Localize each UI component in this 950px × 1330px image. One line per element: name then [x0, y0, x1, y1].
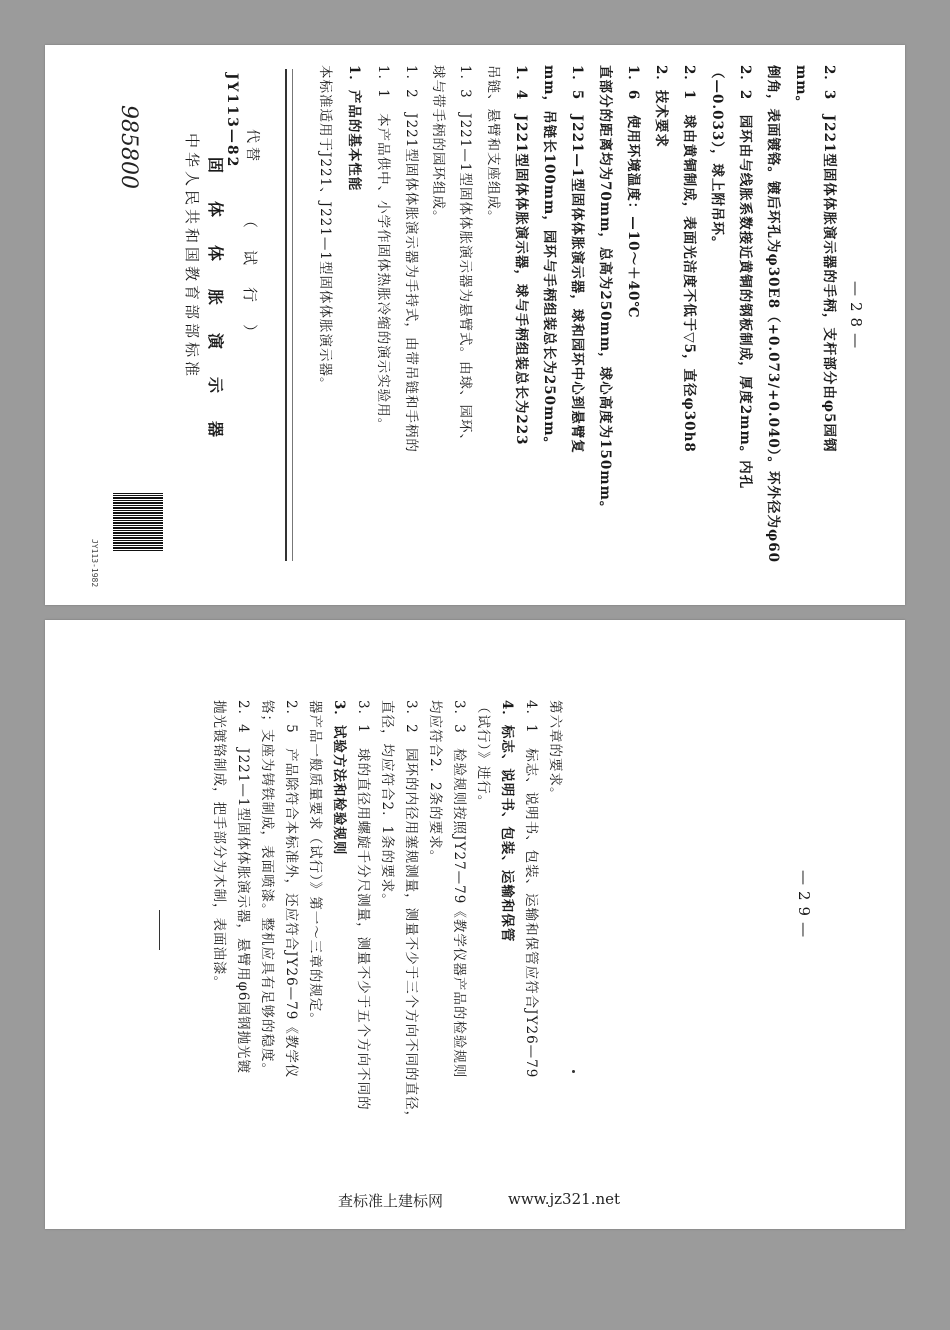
replace-note: 代替	[244, 129, 260, 165]
p2-para-4-1: 4．1 标志、说明书、包装、运输和保管应符合JY26—79	[523, 700, 539, 1079]
p2-para-2-4-cont: 铬；支座为铸铁制成，表面喷漆。整机应具有足够的稳度。	[259, 700, 275, 1077]
para-2-2-end: mm。	[793, 65, 809, 111]
header-divider-thin	[292, 69, 293, 561]
section-1-heading: 1．产品的基本性能	[346, 65, 362, 192]
para-1-1: 1．1 本产品供中、小学作固体热胀冷缩的演示实验用。	[375, 65, 391, 433]
para-1-6: 1．6 使用环境温度：—10～＋40℃	[625, 65, 641, 319]
trial-note: （试行）	[241, 213, 259, 362]
para-1-5: 1．5 J221—1型固体体胀演示器，球和园环中心到悬臂复	[569, 65, 585, 454]
p2-para-3-1: 3．1 球的直径用螺旋千分尺测量，测量不少于五个方向不同的	[355, 700, 371, 1111]
para-1-4-cont: mm，吊链长100mm，园环与手柄组装总长为250mm。	[541, 65, 557, 452]
para-1-3-cont: 吊链、悬臂和支座组成。	[485, 65, 501, 225]
barcode-icon	[113, 493, 163, 551]
footer-site-url: www.jz321.net	[508, 1190, 621, 1208]
scope-line: 本标准适用于J221、J221—1型固体体胀演示器。	[317, 65, 333, 392]
para-1-4: 1．4 J221型固体体胀演示器，球与手柄组装总长为223	[513, 65, 529, 446]
para-1-3: 1．3 J221—1型固体体胀演示器为悬臂式。由球、园环、	[457, 65, 473, 448]
margin-mark	[159, 910, 160, 950]
para-2-2-cont: 倒角，表面镀铬。镀后环孔为φ30E8（+0.073/+0.040）。环外径为φ60	[765, 65, 781, 564]
footer-site-name: 查标准上建标网	[338, 1192, 444, 1210]
handwritten-number: 985800	[116, 105, 141, 189]
para-2-3: 2．3 J221型固体体胀演示器的手柄，支杆部分由φ5园钢	[821, 65, 837, 453]
p2-para-2-5-cont: 器产品一般质量要求（试行）》第一～三章的规定。	[307, 700, 323, 1027]
p2-para-4-1-cont: 第六章的要求。	[547, 700, 563, 802]
para-2-1: 2．1 球由黄铜制成，表面光洁度不低于▽5，直径φ30h8	[681, 65, 697, 453]
p2-para-2-5: 2．5 产品除符合本标准外，还应符合JY26—79《教学仪	[283, 700, 299, 1079]
document-page-29	[45, 620, 905, 1229]
section-2-heading: 2．技术要求	[653, 65, 669, 148]
para-1-2-cont: 球与带手柄的园环组成。	[430, 65, 446, 225]
page-29-text-layer	[45, 620, 905, 1229]
standard-code: JY113—82	[224, 73, 240, 169]
p2-para-3-3-cont: （试行）》进行。	[475, 700, 491, 810]
ministry-header: 中华人民共和国教育部部标准	[183, 133, 201, 381]
p2-section-3-heading: 3．试验方法和检验规则	[331, 700, 347, 856]
p2-para-3-2: 3．2 园环的内径用塞规测量，测量不少于三个方向不同的直径，	[403, 700, 419, 1126]
p2-section-4-heading: 4．标志、说明书、包装、运输和保管	[499, 700, 515, 943]
scan-speck	[572, 1070, 575, 1073]
header-divider	[285, 69, 287, 561]
page-number-28: —28—	[847, 281, 865, 355]
p2-para-3-3: 3．3 检验规则按照JY27—79《教学仪器产品的检验规则	[451, 700, 467, 1079]
para-2-2: 2．2 园环由与线胀系数接近黄铜的钢板制成，厚度2mm。内孔	[737, 65, 753, 490]
para-1-5-cont: 直部分的距离均为70mm，总高为250mm，球心高度为150mm。	[597, 65, 613, 516]
p2-para-2-4: 2．4 J221—1型固体体胀演示器，悬臂用φ6园钢抛光镀	[235, 700, 251, 1074]
para-2-1-cont: （—0.033），球上附吊环。	[709, 65, 725, 251]
page-28-text-layer	[45, 45, 905, 605]
p2-line-1: 抛光镀铬制成，把手部分为木制，表面油漆。	[211, 700, 227, 990]
para-1-2: 1．2 J221型固体体胀演示器为手持式，由带吊链和手柄的	[403, 65, 419, 453]
barcode-label: JY113-1982	[90, 539, 99, 588]
document-page-28	[45, 45, 905, 605]
page-number-29: —29—	[795, 870, 813, 944]
p2-para-3-1-cont: 直径，均应符合2．1条的要求。	[379, 700, 395, 908]
document-title: 固体体胀演示器	[206, 157, 225, 466]
p2-para-3-2-cont: 均应符合2．2条的要求。	[427, 700, 443, 865]
